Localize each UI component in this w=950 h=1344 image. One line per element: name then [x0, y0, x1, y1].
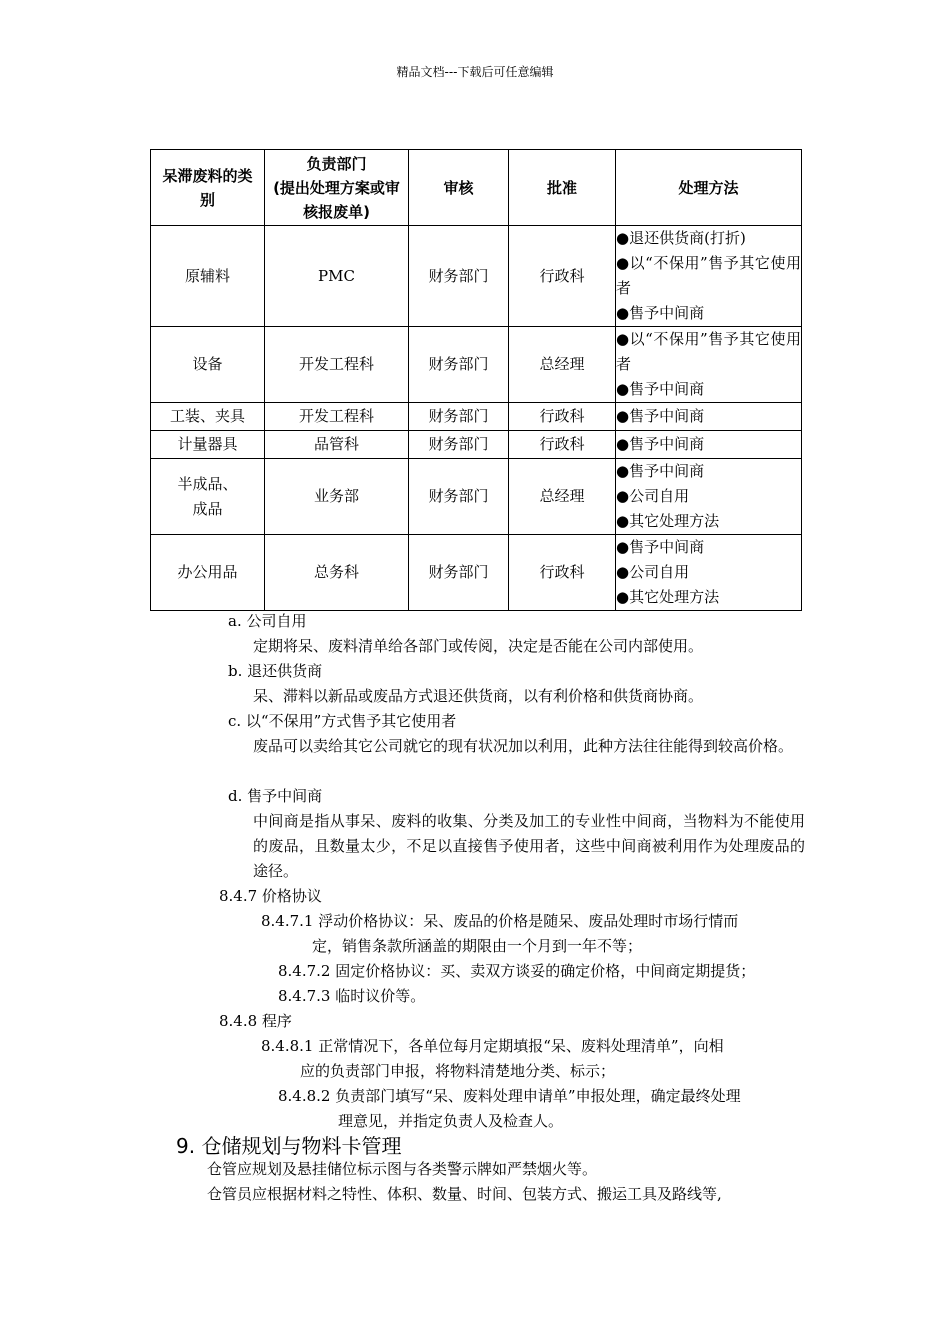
item-b-title: b. 退还供货商 [228, 662, 323, 680]
header-dept: 负责部门 (提出处理方案或审核报废单) [265, 150, 409, 226]
table-row [151, 226, 802, 327]
paragraph-1: 仓管应规划及悬挂储位标示图与各类警示牌如严禁烟火等。 [207, 1160, 598, 1178]
method-item: ●其它处理方法 [616, 512, 720, 530]
cell-approve: 总经理 [509, 327, 616, 403]
cell-category: 计量器具 [151, 431, 265, 459]
header-approve: 批准 [509, 150, 616, 226]
table-row [151, 327, 802, 403]
cell-methods [616, 459, 802, 535]
cell-dept: 开发工程科 [265, 403, 409, 431]
cell-dept: 开发工程科 [265, 327, 409, 403]
cell-category: 原辅料 [151, 226, 265, 327]
method-item: ●售予中间商 [616, 304, 705, 322]
cell-methods [616, 226, 802, 327]
section-848: 8.4.8 程序 [219, 1012, 292, 1030]
paragraph-2: 仓管员应根据材料之特性、体积、数量、时间、包装方式、搬运工具及路线等, [207, 1185, 722, 1203]
cell-category: 半成品、成品 [151, 459, 265, 535]
section-847: 8.4.7 价格协议 [219, 887, 322, 905]
method-item: ●售予中间商 [616, 407, 705, 425]
cell-dept: 品管科 [265, 431, 409, 459]
item-d-text: 中间商是指从事呆、废料的收集、分类及加工的专业性中间商，当物料为不能使用的废品，且数量太少，不足以直接售予使用者，这些中间商被利用作为处理废品的途径。 [253, 812, 805, 880]
cell-approve: 行政科 [509, 403, 616, 431]
method-item: ●售予中间商 [616, 462, 705, 480]
cell-dept: 业务部 [265, 459, 409, 535]
item-d-title: d. 售予中间商 [228, 787, 323, 805]
table-row [151, 459, 802, 535]
method-item: ●退还供货商(打折) [616, 229, 746, 247]
method-item: ●以“不保用”售予其它使用者 [616, 254, 801, 297]
cell-review: 财务部门 [409, 535, 509, 611]
cell-dept: PMC [265, 226, 409, 327]
header-methods: 处理方法 [616, 150, 802, 226]
section-8481-cont: 应的负责部门申报，将物料清楚地分类、标示； [300, 1062, 616, 1080]
method-item: ●以“不保用”售予其它使用者 [616, 330, 801, 373]
cell-methods [616, 431, 802, 459]
section-8471: 8.4.7.1 浮动价格协议：呆、废品的价格是随呆、废品处理时市场行情而 [261, 912, 739, 930]
section-8473: 8.4.7.3 临时议价等。 [278, 987, 426, 1005]
cell-category: 设备 [151, 327, 265, 403]
table-row [151, 403, 802, 431]
method-item: ●其它处理方法 [616, 588, 720, 606]
method-item: ●售予中间商 [616, 435, 705, 453]
item-c-text: 废品可以卖给其它公司就它的现有状况加以利用，此种方法往往能得到较高价格。 [253, 737, 794, 755]
cell-approve: 行政科 [509, 535, 616, 611]
cell-approve: 行政科 [509, 226, 616, 327]
table-header-row [151, 150, 802, 226]
cell-methods [616, 403, 802, 431]
item-b-text: 呆、滞料以新品或废品方式退还供货商，以有利价格和供货商协商。 [253, 687, 704, 705]
cell-approve: 行政科 [509, 431, 616, 459]
table-row [151, 431, 802, 459]
table-row [151, 535, 802, 611]
item-c-title: c. 以“不保用”方式售予其它使用者 [228, 712, 457, 730]
cell-methods [616, 535, 802, 611]
section-8471-cont: 定，销售条款所涵盖的期限由一个月到一年不等； [312, 937, 643, 955]
method-item: ●公司自用 [616, 563, 690, 581]
method-item: ●售予中间商 [616, 380, 705, 398]
header-category: 呆滞废料的类别 [151, 150, 265, 226]
method-item: ●公司自用 [616, 487, 690, 505]
cell-approve: 总经理 [509, 459, 616, 535]
cell-review: 财务部门 [409, 327, 509, 403]
item-a-text: 定期将呆、废料清单给各部门或传阅，决定是否能在公司内部使用。 [253, 637, 704, 655]
page-header: 精品文档---下载后可任意编辑 [396, 65, 554, 79]
section-8472: 8.4.7.2 固定价格协议：买、卖双方谈妥的确定价格，中间商定期提货； [278, 962, 756, 980]
cell-review: 财务部门 [409, 226, 509, 327]
scrap-disposal-table [150, 149, 802, 611]
cell-methods [616, 327, 802, 403]
cell-review: 财务部门 [409, 431, 509, 459]
cell-dept: 总务科 [265, 535, 409, 611]
cell-category: 工装、夹具 [151, 403, 265, 431]
section-8482-cont: 理意见，并指定负责人及检查人。 [338, 1112, 564, 1130]
cell-review: 财务部门 [409, 459, 509, 535]
cell-review: 财务部门 [409, 403, 509, 431]
section-8481: 8.4.8.1 正常情况下，各单位每月定期填报“呆、废料处理清单”，向相 [261, 1037, 724, 1055]
section-9-title: 9. 仓储规划与物料卡管理 [176, 1134, 402, 1158]
header-review: 审核 [409, 150, 509, 226]
cell-category: 办公用品 [151, 535, 265, 611]
item-a-title: a. 公司自用 [228, 612, 307, 630]
section-8482: 8.4.8.2 负责部门填写“呆、废料处理申请单”申报处理，确定最终处理 [278, 1087, 741, 1105]
method-item: ●售予中间商 [616, 538, 705, 556]
